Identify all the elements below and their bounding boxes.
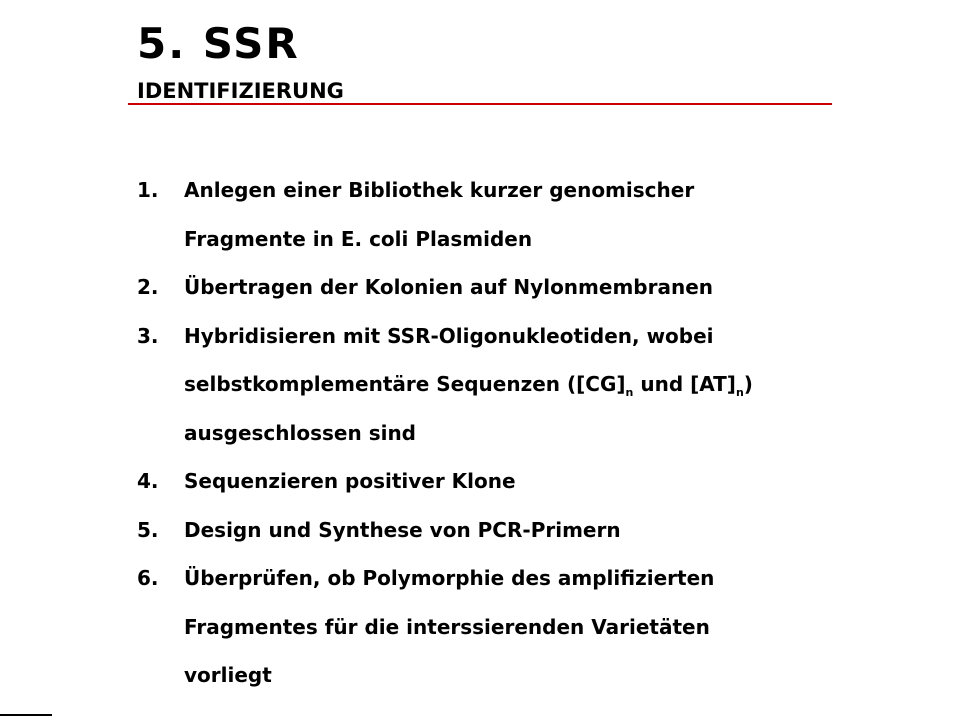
subscript-n: n xyxy=(625,386,634,399)
subscript-n: n xyxy=(735,386,744,399)
step-line-part: und [AT] xyxy=(633,372,736,396)
step-line-part: selbstkomplementäre Sequenzen ([CG] xyxy=(184,372,626,396)
step-text xyxy=(184,554,837,700)
step-number: 4. xyxy=(137,469,159,493)
steps-list xyxy=(137,166,837,700)
step-text xyxy=(184,506,837,555)
step-line xyxy=(184,360,837,409)
step-line: Übertragen der Kolonien auf Nylonmembranen xyxy=(184,275,714,299)
step-number: 2. xyxy=(137,275,159,299)
list-item xyxy=(137,506,837,555)
step-line: Fragmentes für die interssierenden Varietäten xyxy=(184,614,710,639)
step-line: vorliegt xyxy=(184,663,272,687)
step-line: Hybridisieren mit SSR-Oligonukleotiden, wobei xyxy=(184,323,714,348)
corner-line xyxy=(0,714,52,716)
step-line: ausgeschlossen sind xyxy=(184,420,417,445)
step-line: Sequenzieren positiver Klone xyxy=(184,469,516,493)
list-item xyxy=(137,312,837,458)
step-text xyxy=(184,263,837,312)
slide-subtitle: IDENTIFIZIERUNG xyxy=(137,79,344,103)
step-line: Design und Synthese von PCR-Primern xyxy=(184,517,621,542)
step-number: 5. xyxy=(137,517,159,542)
list-item xyxy=(137,166,837,263)
list-item xyxy=(137,263,837,312)
step-text xyxy=(184,457,837,506)
slide-title: 5. SSR xyxy=(137,19,300,68)
list-item xyxy=(137,457,837,506)
step-line-part: ) xyxy=(743,372,753,396)
step-text xyxy=(184,312,837,458)
list-item xyxy=(137,554,837,700)
step-line: Fragmente in E. coli Plasmiden xyxy=(184,226,533,251)
step-number: 1. xyxy=(137,178,159,202)
step-number: 6. xyxy=(137,566,159,590)
step-text xyxy=(184,166,837,263)
title-divider xyxy=(128,103,832,105)
step-line: Anlegen einer Bibliothek kurzer genomischer xyxy=(184,178,695,202)
step-line: Überprüfen, ob Polymorphie des amplifizierten xyxy=(184,566,715,590)
step-number: 3. xyxy=(137,323,159,348)
